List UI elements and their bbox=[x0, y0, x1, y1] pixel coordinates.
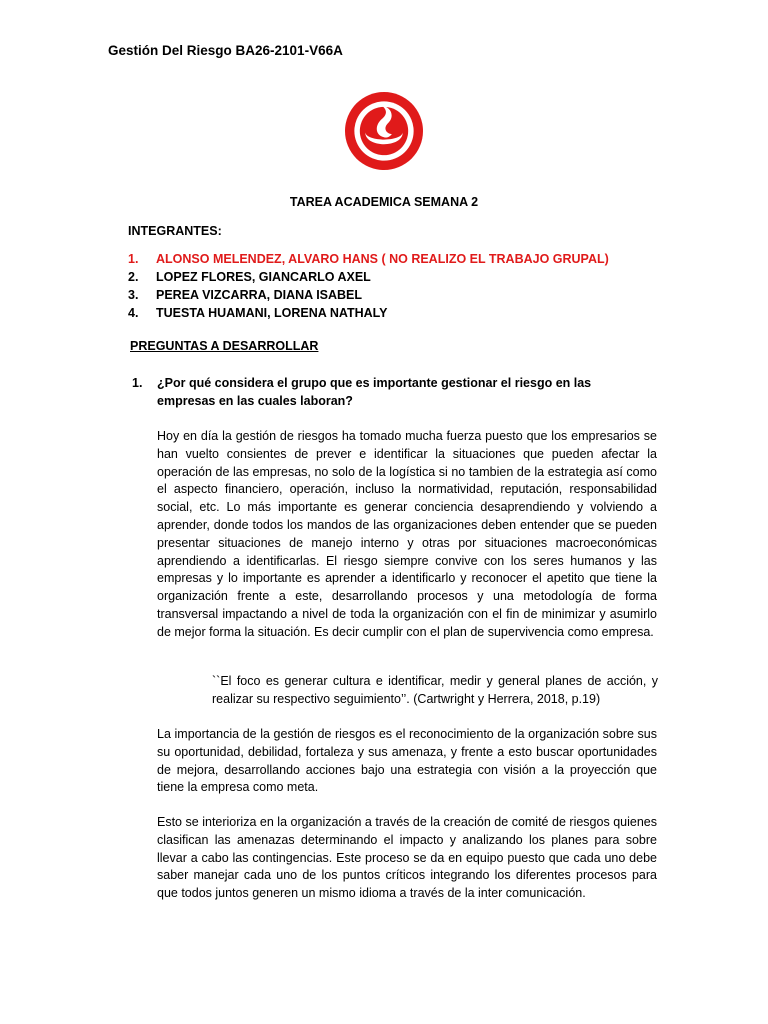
members-heading: INTEGRANTES: bbox=[128, 224, 222, 238]
member-name: PEREA VIZCARRA, DIANA ISABEL bbox=[156, 288, 363, 302]
member-item bbox=[128, 304, 609, 322]
question-text: ¿Por qué considera el grupo que es importante gestionar el riesgo en las empresas en las cuales laboran? bbox=[157, 376, 592, 408]
quote-block: ``El foco es generar cultura e identificar, medir y general planes de acción, y realizar su respectivo seguimiento’’. (Cartwright y Herrera, 2018, p.19) bbox=[212, 674, 658, 706]
answer-paragraph-1: Hoy en día la gestión de riesgos ha tomado mucha fuerza puesto que los empresarios se han vuelto consientes de prever e identificar la situaciones que pueden afectar la operación de las empresas, no solo de la logística si no tambien de la estrategia así como el aspecto financiero, operación, incluso la normatividad, reputación, responsabilidad social, etc. Lo más importante es generar conciencia desaprendiendo y volviendo a aprender, donde todos los mandos de las organizaciones deben entender que se pueden presentar situaciones de manejo interno y otras por situaciones macroeconómicas aprendiendo a identificarlas. El riesgo siempre convive con los seres humanos y las empresas y lo importante es aprender a identificarlo y reconocer el apetito que tiene la organización frente a este, desarrollando procesos y una metodología de forma transversal impactando a nivel de toda la organización con el fin de minimizar y asumirlo de mejor forma la situación. Es decir cumplir con el plan de supervivencia como empresa. bbox=[157, 429, 657, 639]
university-logo-icon bbox=[345, 92, 423, 170]
member-item bbox=[128, 286, 609, 304]
member-name: ALONSO MELENDEZ, ALVARO HANS ( NO REALIZO EL TRABAJO GRUPAL) bbox=[156, 252, 609, 266]
task-title: TAREA ACADEMICA SEMANA 2 bbox=[289, 195, 479, 209]
answer-paragraph-3: Esto se interioriza en la organización a través de la creación de comité de riesgos quienes clasifican las amenazas determinando el impacto y analizando los planes para sobre llevar a cabo las contingencias. Este proceso se da en equipo puesto que cada uno debe saber manejar cada uno de los puntos críticos integrando los diferentes procesos para que todos juntos generen un mismo idioma a través de la inter comunicación. bbox=[157, 815, 657, 901]
section-title: PREGUNTAS A DESARROLLAR bbox=[130, 339, 319, 353]
question-item bbox=[132, 374, 652, 410]
member-number: 3. bbox=[128, 288, 139, 302]
question-number: 1. bbox=[132, 376, 143, 390]
member-number: 2. bbox=[128, 270, 139, 284]
member-number: 4. bbox=[128, 306, 139, 320]
member-item bbox=[128, 268, 609, 286]
member-name: LOPEZ FLORES, GIANCARLO AXEL bbox=[156, 270, 371, 284]
member-item bbox=[128, 250, 609, 268]
member-number: 1. bbox=[128, 252, 139, 266]
member-name: TUESTA HUAMANI, LORENA NATHALY bbox=[156, 306, 388, 320]
members-list bbox=[128, 250, 609, 322]
answer-paragraph-2: La importancia de la gestión de riesgos es el reconocimiento de la organización sobre sus su oportunidad, debilidad, fortaleza y sus amenaza, y frente a esto buscar oportunidades de mejora, desarrollando acciones bajo una estrategia con visión a la proyección que tiene la empresa como meta. bbox=[157, 727, 657, 795]
course-header: Gestión Del Riesgo BA26-2101-V66A bbox=[108, 43, 343, 58]
